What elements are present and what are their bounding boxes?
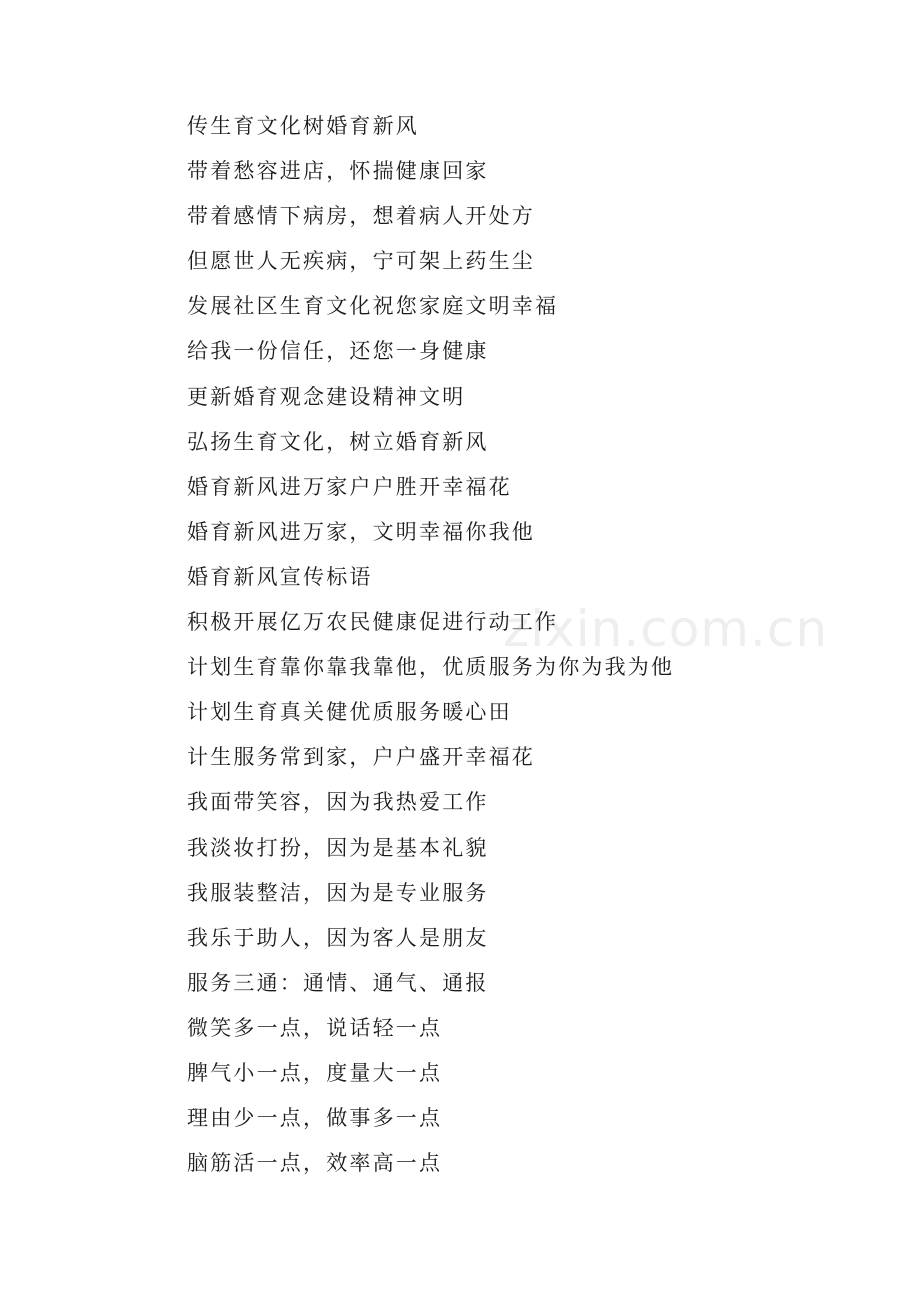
slogan-line: 脾气小一点，度量大一点 bbox=[187, 1060, 443, 1085]
slogan-line: 计生服务常到家，户户盛开幸福花 bbox=[187, 745, 535, 770]
slogan-line: 我面带笑容，因为我热爱工作 bbox=[187, 790, 489, 815]
slogan-line: 我乐于助人，因为客人是朋友 bbox=[187, 925, 489, 950]
slogan-line: 婚育新风进万家户户胜开幸福花 bbox=[187, 474, 512, 499]
slogan-line: 服务三通：通情、通气、通报 bbox=[187, 970, 489, 995]
slogan-line: 带着愁容进店，怀揣健康回家 bbox=[187, 159, 489, 184]
slogan-line: 婚育新风宣传标语 bbox=[187, 564, 373, 589]
slogan-line: 弘扬生育文化，树立婚育新风 bbox=[187, 429, 489, 454]
slogan-line: 计划生育靠你靠我靠他，优质服务为你为我为他 bbox=[187, 655, 675, 680]
slogan-line: 微笑多一点，说话轻一点 bbox=[187, 1015, 443, 1040]
slogan-line: 给我一份信任，还您一身健康 bbox=[187, 339, 489, 364]
slogan-line: 传生育文化树婚育新风 bbox=[187, 114, 419, 138]
watermark: zixin.com.cn bbox=[503, 600, 829, 658]
slogan-line: 我服装整洁，因为是专业服务 bbox=[187, 880, 489, 905]
slogan-line: 计划生育真关健优质服务暖心田 bbox=[187, 700, 512, 725]
slogan-line: 脑筋活一点，效率高一点 bbox=[187, 1151, 443, 1176]
slogan-line: 我淡妆打扮，因为是基本礼貌 bbox=[187, 835, 489, 860]
slogan-line: 婚育新风进万家，文明幸福你我他 bbox=[187, 519, 535, 544]
slogan-line: 更新婚育观念建设精神文明 bbox=[187, 384, 466, 409]
slogan-line: 理由少一点，做事多一点 bbox=[187, 1106, 443, 1131]
slogan-line: 发展社区生育文化祝您家庭文明幸福 bbox=[187, 294, 559, 319]
slogan-line: 但愿世人无疾病，宁可架上药生尘 bbox=[187, 249, 535, 274]
slogan-line: 积极开展亿万农民健康促进行动工作 bbox=[187, 610, 559, 635]
slogan-line: 带着感情下病房，想着病人开处方 bbox=[187, 204, 535, 229]
